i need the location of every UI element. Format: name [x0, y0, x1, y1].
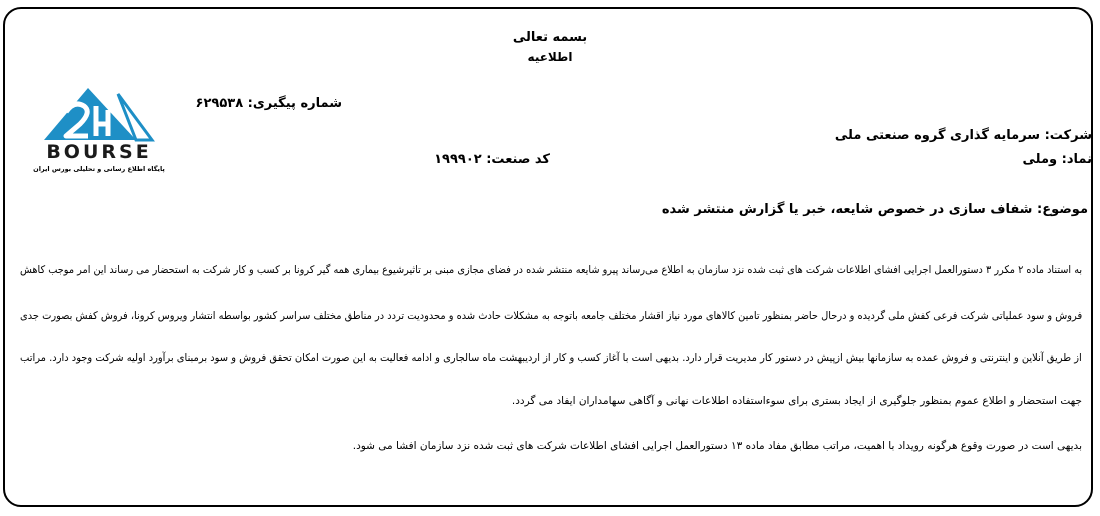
- bismillah-heading: بسمه تعالی: [512, 30, 588, 45]
- body-line-5: بدیهی است در صورت وقوع هرگونه رویداد با اهمیت، مراتب مطابق مفاد ماده ۱۳ دستورالعمل اجرایی افشای اطلاعات شرکت های ثبت شده نزد سازمان افشا می شود.: [352, 440, 1082, 452]
- tracking-number: شماره پیگیری: ۶۲۹۵۳۸: [195, 96, 342, 111]
- company-name: شرکت: سرمایه گذاری گروه صنعتی ملی: [834, 128, 1092, 143]
- industry-code: کد صنعت: ۱۹۹۹۰۲: [434, 152, 550, 167]
- bourse-logo: [26, 82, 172, 174]
- logo-wordmark: BOURSE: [46, 141, 152, 163]
- stock-symbol: نماد: وملی: [1022, 152, 1092, 167]
- body-line-4: جهت استحضار و اطلاع عموم بمنظور جلوگیری از ایجاد بستری برای سوءاستفاده اطلاعات نهانی و آگاهی سهامداران ایفاد می گردد.: [511, 395, 1082, 407]
- body-line-1: به استناد ماده ۲ مکرر ۳ دستورالعمل اجرایی افشای اطلاعات شرکت های ثبت شده نزد سازمان به اطلاع می‌رساند پیرو شایعه منتشر شده در فضای مجازی مبنی بر تاثیرشیوع بیماری همه گیر کرونا بر کسب و کار شرکت به استحضار می رساند این امر موجب کاهش: [19, 264, 1082, 276]
- body-line-3: از طریق آنلاین و اینترنتی و فروش عمده به سازمانها بیش ازپیش در دستور کار مدیریت قرار دارد. بدیهی است با آغاز کسب و کار از اردیبهشت ماه سالجاری و ادامه فعالیت به این صورت امکان تحقق فروش و سود برمبنای برآورد اولیه شرکت وجود دارد. مراتب: [20, 352, 1082, 364]
- logo-triangle: [44, 88, 136, 140]
- announcement-heading: اطلاعیه: [527, 50, 573, 64]
- body-line-2: فروش و سود عملیاتی شرکت فرعی کفش ملی گردیده و درحال حاضر بمنظور تامین کالاهای مورد نیاز اقشار مختلف جامعه باتوجه به مشکلات حادث شده و محدودیت تردد در مناطق مختلف سراسر کشور بواسطه انتشار ویروس کرونا، فروش کفش بصورت جدی: [19, 310, 1082, 322]
- logo-caption: پایگاه اطلاع رسانی و تحلیلی بورس ایران: [33, 165, 165, 173]
- subject-line: موضوع: شفاف سازی در خصوص شایعه، خبر یا گزارش منتشر شده: [661, 202, 1088, 217]
